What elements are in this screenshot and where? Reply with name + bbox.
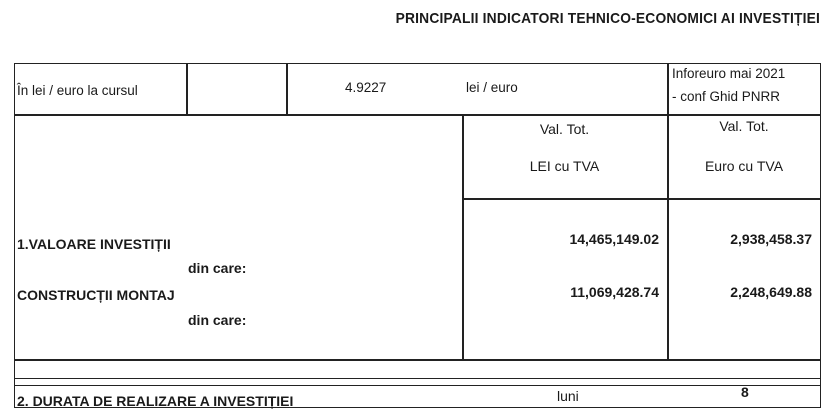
row-investment-value-euro: 2,938,458.37 [730, 231, 812, 247]
header-col-divider-3 [667, 63, 669, 115]
document-title: PRINCIPALII INDICATORI TEHNICO-ECONOMICI AI INVESTIȚIEI [395, 10, 820, 27]
row-construction-label: CONSTRUCȚII MONTAJ [17, 287, 175, 303]
lei-column-header-line2: LEI cu TVA [529, 158, 600, 174]
body-bottom-divider [14, 359, 821, 361]
euro-column-header-line2: Euro cu TVA [704, 158, 784, 174]
row-construction-sub: din care: [188, 312, 247, 328]
body-col-divider-euro [667, 114, 669, 360]
row-investment-value-label: 1.VALOARE INVESTIȚII [17, 236, 171, 252]
row-construction-lei: 11,069,428.74 [570, 284, 659, 300]
exchange-rate-unit: lei / euro [466, 80, 518, 95]
rate-source-line1: Inforeuro mai 2021 [672, 66, 786, 81]
row-investment-value-sub: din care: [188, 260, 247, 276]
header-col-divider-2 [286, 63, 288, 115]
euro-column-header-line1: Val. Tot. [719, 118, 769, 134]
indicators-table [14, 63, 821, 386]
row-investment-value-lei: 14,465,149.02 [569, 231, 659, 247]
body-col-divider-lei [462, 114, 464, 360]
column-header-divider [462, 198, 821, 200]
header-col-divider-1 [186, 63, 188, 115]
duration-label: 2. DURATA DE REALIZARE A INVESTIȚIEI [17, 393, 294, 409]
duration-value: 8 [741, 384, 749, 400]
lei-column-header-line1: Val. Tot. [539, 121, 590, 137]
currency-label: În lei / euro la cursul [17, 83, 138, 98]
exchange-rate-value: 4.9227 [345, 80, 387, 95]
duration-unit: luni [557, 388, 579, 404]
header-row-divider [14, 114, 821, 116]
rate-source-line2: - conf Ghid PNRR [672, 89, 781, 104]
row-construction-euro: 2,248,649.88 [730, 284, 812, 300]
